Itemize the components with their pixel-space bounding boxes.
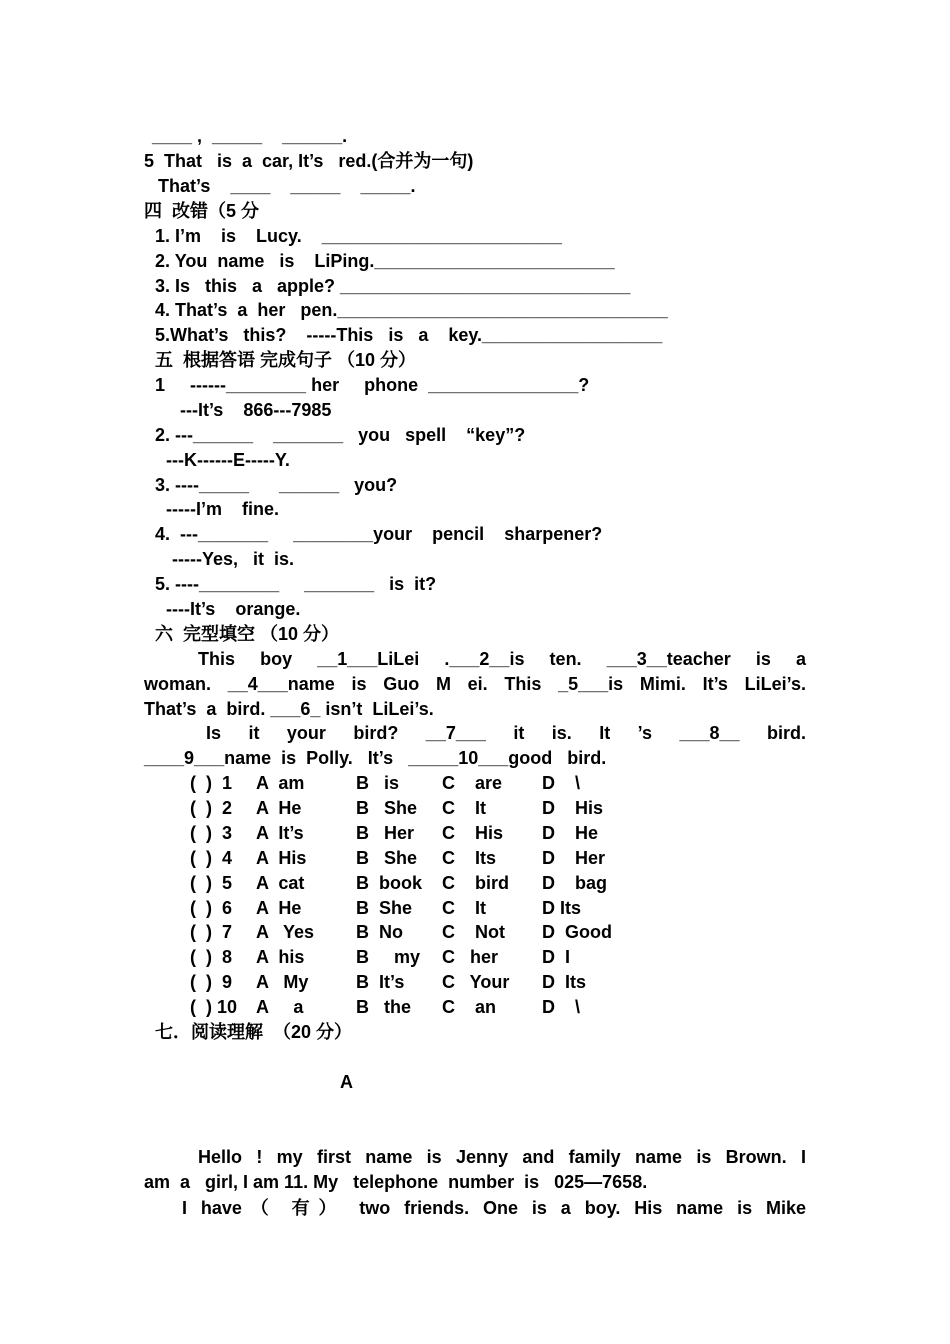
option-number: ( ) 1 (190, 773, 233, 793)
option-d: D I (542, 947, 571, 968)
option-d: D \ (542, 773, 581, 793)
passage-a-label: A (340, 1072, 353, 1092)
option-c: C Not (442, 922, 505, 943)
option-c: C His (442, 822, 504, 843)
option-number: ( ) 4 (190, 847, 233, 868)
option-a: A It’s (256, 822, 304, 843)
option-d: D bag (542, 872, 608, 893)
option-b: B is (356, 773, 400, 793)
cloze-paragraph-1-line-3: That’s a bird. ___6_ isn’t LiLei’s. (144, 699, 434, 719)
option-b: B No (356, 922, 403, 943)
option-d: D Her (542, 847, 606, 868)
section-7-heading: 七．阅读理解 （20 分） (155, 1022, 353, 1042)
option-row (190, 970, 690, 994)
option-row (190, 896, 690, 920)
option-b: B book (356, 872, 422, 893)
option-row (190, 846, 690, 870)
section-4-heading: 四 改错（5 分 (144, 201, 260, 221)
cloze-paragraph-1-line-1: This boy __1___LiLei .___2__is ten. ___3__teacher is a (198, 649, 806, 669)
option-row (190, 920, 690, 944)
answer-line: That’s ____ _____ _____. (158, 176, 416, 196)
option-a: A He (256, 897, 302, 918)
reading-line-3: I have（ 有） two friends. One is a boy. His name is Mike (182, 1198, 806, 1218)
option-number: ( ) 8 (190, 947, 233, 968)
option-c: C an (442, 997, 497, 1018)
option-c: C bird (442, 872, 509, 893)
section-5-heading: 五 根据答语 完成句子 （10 分） (155, 350, 417, 370)
option-c: C her (442, 947, 499, 968)
dialog-5-answer: ----It’s orange. (166, 599, 301, 619)
option-a: A am (256, 773, 305, 793)
option-d: D He (542, 822, 599, 843)
answer-blanks: ____ , _____ ______. (152, 126, 348, 146)
cloze-paragraph-2-line-1: Is it your bird? __7___ it is. It ’s ___8__ bird. (206, 723, 806, 743)
option-number: ( ) 3 (190, 822, 233, 843)
option-c: C are (442, 773, 503, 793)
option-number: ( ) 7 (190, 922, 233, 943)
option-number: ( ) 10 (190, 997, 238, 1018)
dialog-3-answer: -----I’m fine. (166, 499, 279, 519)
option-b: B She (356, 897, 413, 918)
option-number: ( ) 5 (190, 872, 233, 893)
dialog-2-question: 2. ---______ _______ you spell “key”? (155, 425, 526, 445)
reading-line-2: am a girl, I am 11. My telephone number is 025—7658. (144, 1172, 648, 1192)
option-b: B She (356, 847, 418, 868)
option-b: B the (356, 997, 412, 1018)
cloze-paragraph-1-line-2: woman. __4___name is Guo M ei. This _5___is Mimi. It’s LiLei’s. (144, 674, 806, 694)
option-d: D His (542, 797, 604, 818)
option-d: D \ (542, 997, 581, 1018)
option-b: B It’s (356, 972, 405, 993)
dialog-1-answer: ---It’s 866---7985 (180, 400, 332, 420)
option-number: ( ) 2 (190, 797, 233, 818)
reading-line-1: Hello ! my first name is Jenny and family name is Brown. I (198, 1147, 806, 1167)
option-a: A his (256, 947, 305, 968)
option-c: C Your (442, 972, 510, 993)
option-d: D Good (542, 922, 612, 943)
option-row (190, 995, 690, 1019)
option-a: A cat (256, 872, 305, 893)
section-6-heading: 六 完型填空 （10 分） (155, 624, 340, 644)
option-a: A My (256, 972, 309, 993)
option-a: A His (256, 847, 307, 868)
dialog-3-question: 3. ----_____ ______ you? (155, 475, 398, 495)
option-b: B She (356, 797, 418, 818)
option-a: A He (256, 797, 302, 818)
dialog-4-answer: -----Yes, it is. (172, 549, 295, 569)
option-c: C It (442, 897, 486, 918)
correction-2: 2. You name is LiPing.________________________ (155, 251, 615, 271)
correction-3: 3. Is this a apple? _____________________________ (155, 276, 631, 296)
correction-1: 1. I’m is Lucy. ________________________ (155, 226, 562, 246)
option-d: D Its (542, 897, 582, 918)
option-number: ( ) 9 (190, 972, 233, 993)
option-a: A a (256, 997, 304, 1018)
option-number: ( ) 6 (190, 897, 233, 918)
cloze-paragraph-2-line-2: ____9___name is Polly. It’s _____10___good bird. (144, 748, 607, 768)
option-b: B Her (356, 822, 415, 843)
dialog-2-answer: ---K------E-----Y. (166, 450, 290, 470)
option-d: D Its (542, 972, 587, 993)
correction-4: 4. That’s a her pen._________________________________ (155, 300, 668, 320)
option-row (190, 945, 690, 969)
dialog-5-question: 5. ----________ _______ is it? (155, 574, 437, 594)
question-5: 5 That is a car, It’s red.(合并为一句) (144, 151, 474, 171)
correction-5: 5.What’s this? -----This is a key.__________________ (155, 325, 663, 345)
option-row (190, 796, 690, 820)
option-row (190, 771, 690, 795)
dialog-1-question: 1 ------________ her phone _______________? (155, 375, 590, 395)
option-a: A Yes (256, 922, 315, 943)
option-b: B my (356, 947, 421, 968)
option-c: C Its (442, 847, 497, 868)
option-row (190, 871, 690, 895)
dialog-4-question: 4. ---_______ ________your pencil sharpener? (155, 524, 603, 544)
option-c: C It (442, 797, 486, 818)
option-row (190, 821, 690, 845)
